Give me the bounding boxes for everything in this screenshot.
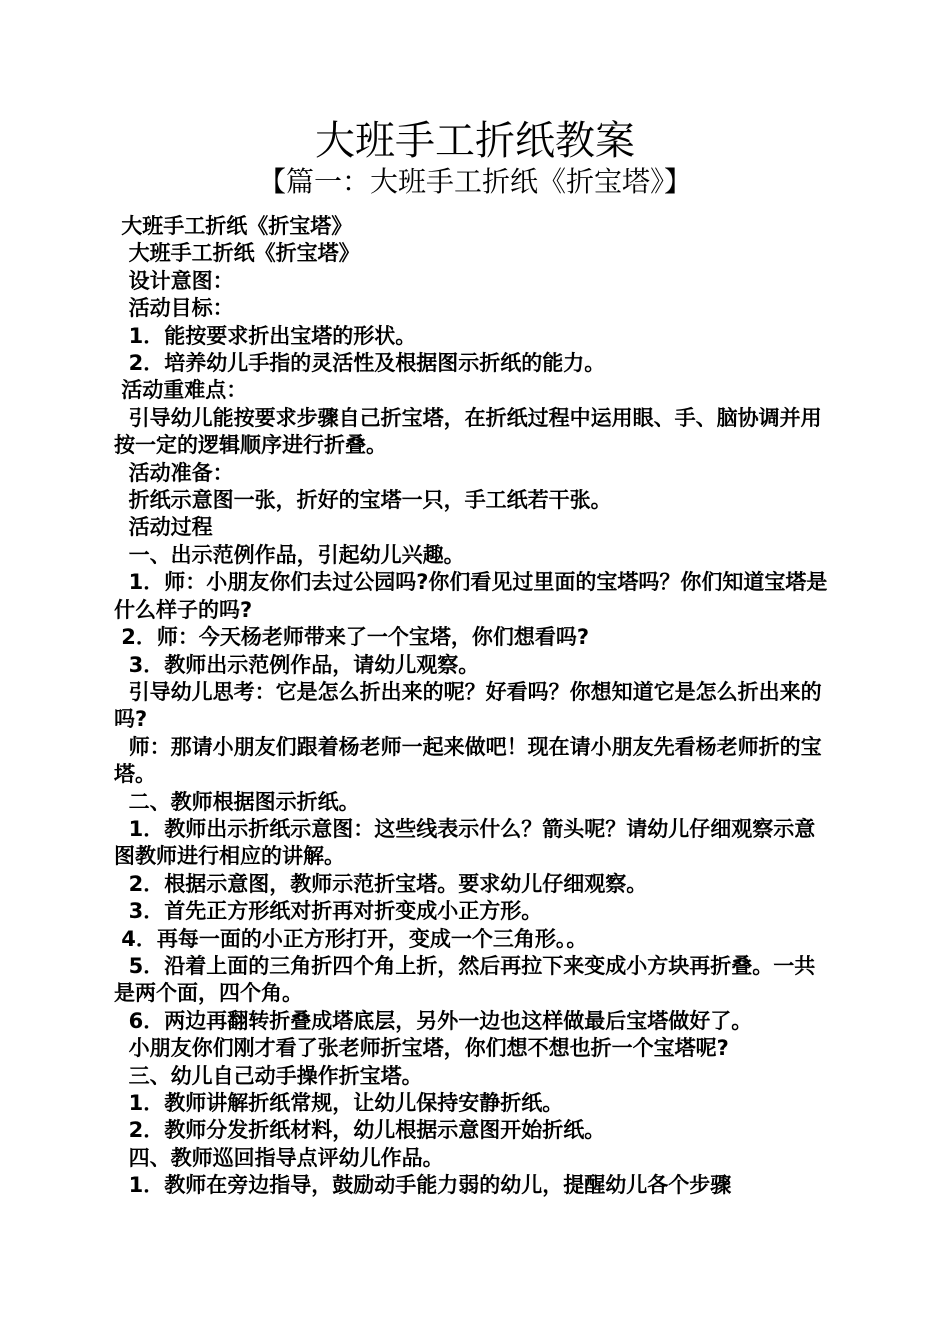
document-subtitle: 【篇一：大班手工折纸《折宝塔》】 [257, 165, 692, 198]
document-line: 四、教师巡回指导点评幼儿作品。 [114, 1145, 444, 1170]
document-line: 引导幼儿思考：它是怎么折出来的呢？好看吗？你想知道它是怎么折出来的吗? [114, 679, 822, 732]
document-line: 引导幼儿能按要求步骤自己折宝塔，在折纸过程中运用眼、手、脑协调并用按一定的逻辑顺序进行折叠。 [114, 405, 822, 458]
document-line: 小朋友你们刚才看了张老师折宝塔，你们想不想也折一个宝塔呢? [114, 1036, 729, 1061]
document-line: 一、出示范例作品，引起幼儿兴趣。 [114, 542, 465, 567]
document-body [114, 213, 834, 1200]
document-line: 4．再每一面的小正方形打开，变成一个三角形。。 [114, 926, 588, 951]
document-line: 2．根据示意图，教师示范折宝塔。要求幼儿仔细观察。 [114, 871, 648, 896]
document-line: 5．沿着上面的三角折四个角上折，然后再拉下来变成小方块再折叠。一共是两个面，四个角。 [114, 953, 816, 1006]
document-line: 二、教师根据图示折纸。 [114, 789, 360, 814]
document-line: 1．能按要求折出宝塔的形状。 [114, 323, 417, 348]
document-line: 1．教师讲解折纸常规，让幼儿保持安静折纸。 [114, 1091, 564, 1115]
document-line: 活动过程 [114, 515, 213, 540]
document-line: 2．师：今天杨老师带来了一个宝塔，你们想看吗? [114, 625, 590, 650]
document-line: 2．教师分发折纸材料，幼儿根据示意图开始折纸。 [114, 1118, 606, 1143]
document-line: 3．首先正方形纸对折再对折变成小正方形。 [114, 899, 543, 924]
document-line: 设计意图： [114, 268, 234, 293]
document-line: 折纸示意图一张，折好的宝塔一只，手工纸若干张。 [114, 488, 612, 513]
document-line: 大班手工折纸《折宝塔》 [114, 214, 353, 238]
document-line: 6．两边再翻转折叠成塔底层，另外一边也这样做最后宝塔做好了。 [114, 1008, 753, 1033]
document-line: 1．教师出示折纸示意图：这些线表示什么？箭头呢？请幼儿仔细观察示意图教师进行相应的讲解。 [114, 816, 816, 869]
document-line: 1．师：小朋友你们去过公园吗?你们看见过里面的宝塔吗？你们知道宝塔是什么样子的吗? [114, 570, 828, 622]
document-line: 活动准备： [114, 460, 234, 485]
document-line: 活动重难点： [114, 378, 248, 403]
document-line: 三、幼儿自己动手操作折宝塔。 [114, 1063, 423, 1088]
document-line: 师：那请小朋友们跟着杨老师一起来做吧！现在请小朋友先看杨老师折的宝塔。 [114, 734, 822, 787]
document-line: 2．培养幼儿手指的灵活性及根据图示折纸的能力。 [114, 351, 606, 376]
document-line: 1．教师在旁边指导，鼓励动手能力弱的幼儿，提醒幼儿各个步骤 [114, 1173, 732, 1198]
document-line: 活动目标： [114, 296, 234, 321]
document-title: 大班手工折纸教案 [315, 118, 635, 164]
document-line: 3．教师出示范例作品，请幼儿观察。 [114, 652, 480, 677]
document-line: 大班手工折纸《折宝塔》 [114, 241, 360, 266]
